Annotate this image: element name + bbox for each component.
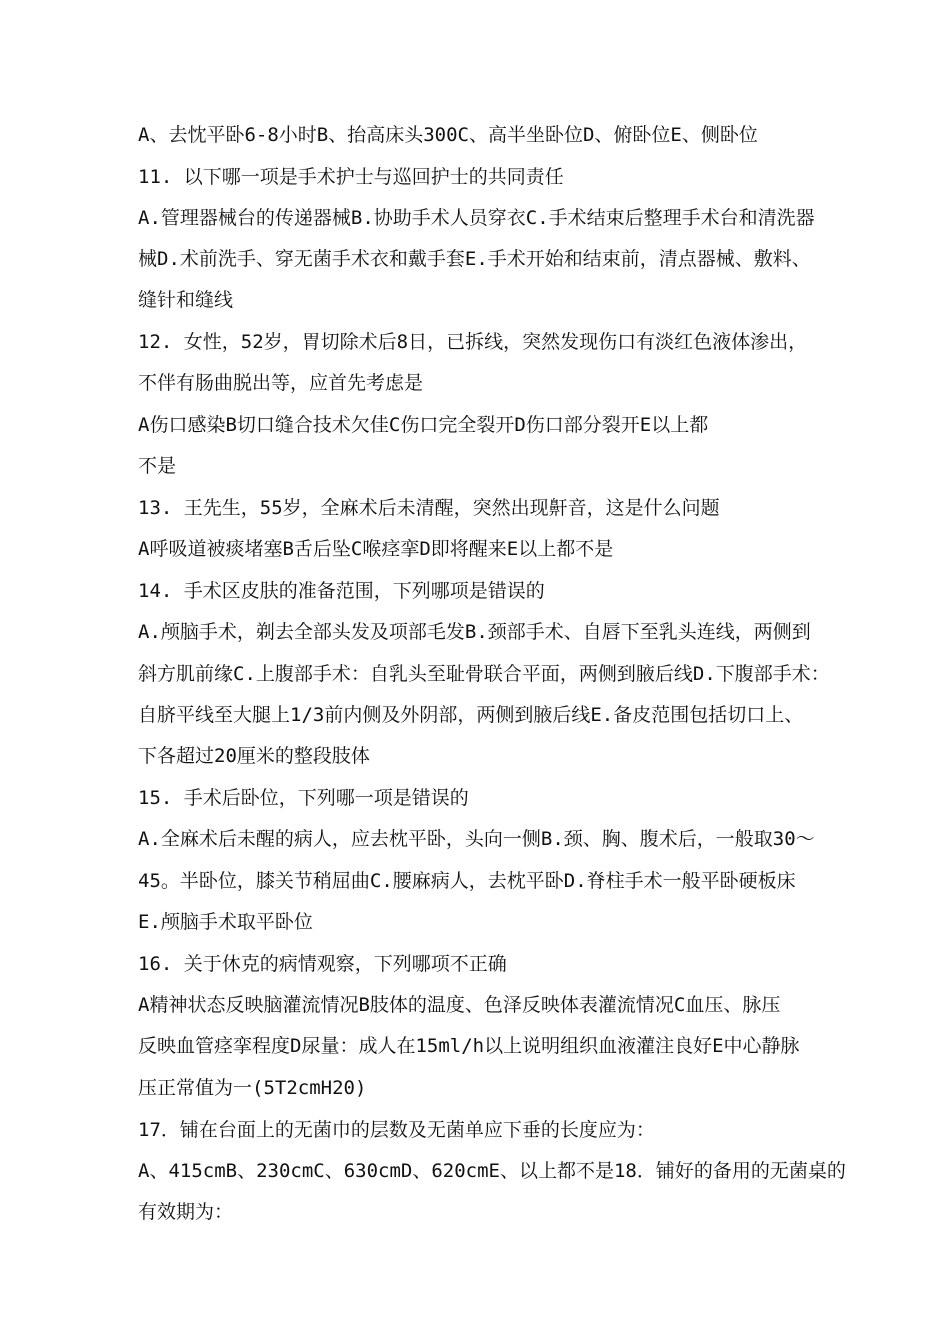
- text-line: 不伴有肠曲脱出等，应首先考虑是: [138, 372, 424, 394]
- text-line: 有效期为：: [138, 1201, 234, 1223]
- question-13-heading: 13. 王先生，55岁，全麻术后未清醒，突然出现鼾音，这是什么问题: [138, 497, 720, 519]
- text-line: A.管理器械台的传递器械B.协助手术人员穿衣C.手术结束后整理手术台和清洗器: [138, 207, 815, 229]
- text-line: 缝针和缝线: [138, 289, 234, 311]
- text-line: A精神状态反映脑灌流情况B肢体的温度、色泽反映体表灌流情况C血压、脉压: [138, 994, 781, 1016]
- text-line: A.全麻术后未醒的病人，应去枕平卧，头向一侧B.颈、胸、腹术后，一般取30〜: [138, 828, 815, 850]
- text-line: 下各超过20厘米的整段肢体: [138, 745, 370, 767]
- question-14-heading: 14. 手术区皮肤的准备范围，下列哪项是错误的: [138, 580, 545, 602]
- text-line: 械D.术前洗手、穿无菌手术衣和戴手套E.手术开始和结束前，清点器械、敷料、: [138, 248, 811, 270]
- question-15-heading: 15. 手术后卧位，下列哪一项是错误的: [138, 787, 469, 809]
- text-line: 反映血管痉挛程度D尿量：成人在15ml/h以上说明组织血液灌注良好E中心静脉: [138, 1035, 800, 1057]
- text-line: 45。半卧位，膝关节稍屈曲C.腰麻病人，去枕平卧D.脊柱手术一般平卧硬板床: [138, 870, 796, 892]
- text-line: E.颅脑手术取平卧位: [138, 911, 313, 933]
- text-line: A.颅脑手术，剃去全部头发及项部毛发B.颈部手术、自唇下至乳头连线，两侧到: [138, 621, 811, 643]
- question-16-heading: 16. 关于休克的病情观察，下列哪项不正确: [138, 953, 507, 975]
- text-line: A呼吸道被痰堵塞B舌后坠C喉痉挛D即将醒来E以上都不是: [138, 538, 614, 560]
- question-12-heading: 12. 女性，52岁，胃切除术后8日，已拆线，突然发现伤口有淡红色液体渗出，: [138, 331, 808, 353]
- text-line: 不是: [138, 455, 177, 477]
- text-line: A伤口感染B切口缝合技术欠佳C伤口完全裂开D伤口部分裂开E以上都: [138, 414, 709, 436]
- text-line: 自脐平线至大腿上1/3前内侧及外阴部，两侧到腋后线E.备皮范围包括切口上、: [138, 704, 804, 726]
- text-line: A、415cmB、230cmC、630cmD、620cmE、以上都不是18．铺好的备用的无菌桌的: [138, 1160, 846, 1182]
- text-line: A、去忱平卧6-8小时B、抬高床头300C、高半坐卧位D、俯卧位E、侧卧位: [138, 124, 758, 146]
- text-line: 压正常值为一(5T2cmH20): [138, 1077, 367, 1099]
- question-11-heading: 11. 以下哪一项是手术护士与巡回护士的共同责任: [138, 166, 564, 188]
- question-17-heading: 17．铺在台面上的无菌巾的层数及无菌单应下垂的长度应为：: [138, 1119, 655, 1141]
- text-line: 斜方肌前缘C.上腹部手术：自乳头至耻骨联合平面，两侧到腋后线D.下腹部手术：: [138, 663, 830, 685]
